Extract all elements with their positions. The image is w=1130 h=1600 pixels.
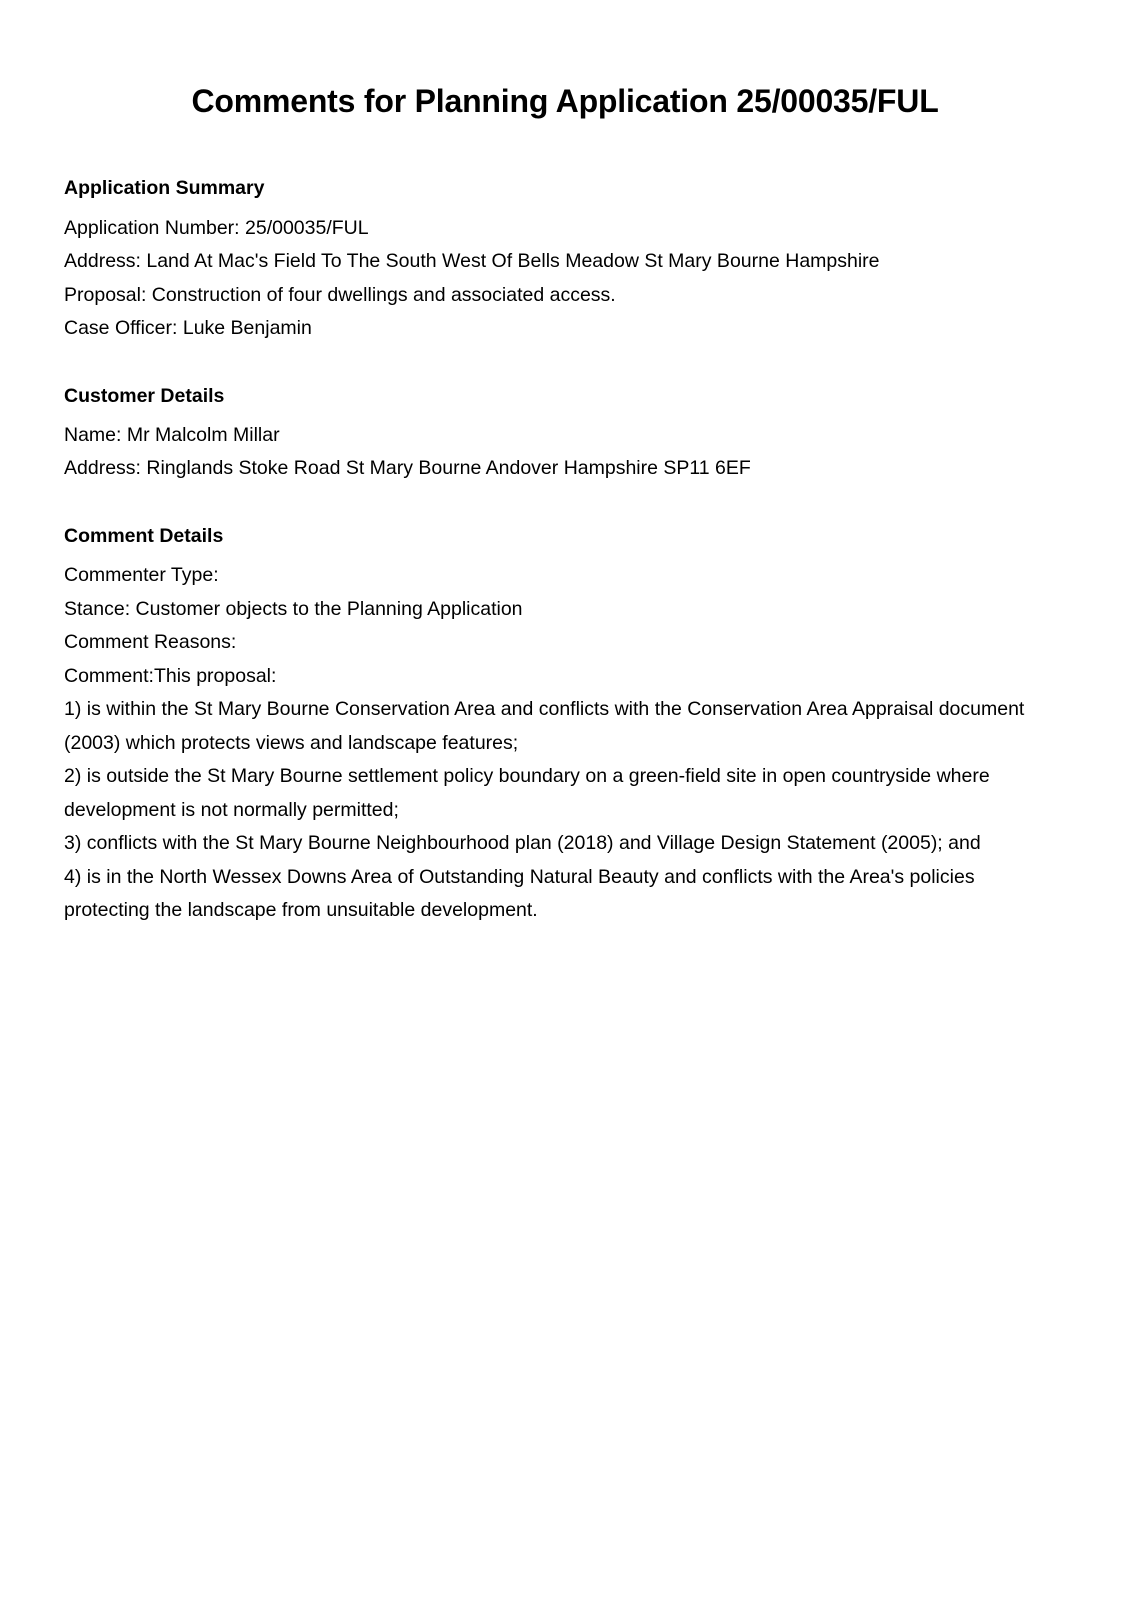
comment-point-2: 2) is outside the St Mary Bourne settlement policy boundary on a green-field site in open countryside where development is not normally permitted; <box>64 765 990 821</box>
section-heading-customer-details: Customer Details <box>64 384 225 407</box>
application-address-line: Address: Land At Mac's Field To The South West Of Bells Meadow St Mary Bourne Hampshire <box>64 250 880 273</box>
customer-address-line: Address: Ringlands Stoke Road St Mary Bourne Andover Hampshire SP11 6EF <box>64 457 751 480</box>
section-customer-details <box>64 380 1066 486</box>
application-case-officer-line: Case Officer: Luke Benjamin <box>64 317 312 340</box>
stance-line: Stance: Customer objects to the Planning Application <box>64 597 523 620</box>
section-application-summary <box>64 172 1066 345</box>
comment-intro-line: Comment:This proposal: <box>64 664 277 687</box>
comment-reasons-line: Comment Reasons: <box>64 631 237 654</box>
comment-point-4: 4) is in the North Wessex Downs Area of Outstanding Natural Beauty and conflicts with the Area's policies protecting the landscape from unsuitable development. <box>64 865 975 922</box>
section-comment-details <box>64 520 1066 928</box>
application-proposal-line: Proposal: Construction of four dwellings and associated access. <box>64 283 616 306</box>
application-number-line: Application Number: 25/00035/FUL <box>64 216 369 239</box>
comment-point-1: 1) is within the St Mary Bourne Conservation Area and conflicts with the Conservation Area Appraisal document (2003) which protects views and landscape features; <box>64 698 1025 754</box>
commenter-type-line: Commenter Type: <box>64 564 219 586</box>
comment-point-3: 3) conflicts with the St Mary Bourne Neighbourhood plan (2018) and Village Design Statement (2005); and <box>64 832 981 855</box>
page-title: Comments for Planning Application 25/00035/FUL <box>191 83 939 119</box>
section-heading-application-summary: Application Summary <box>64 177 265 200</box>
section-heading-comment-details: Comment Details <box>64 524 224 547</box>
customer-name-line: Name: Mr Malcolm Millar <box>64 423 280 446</box>
